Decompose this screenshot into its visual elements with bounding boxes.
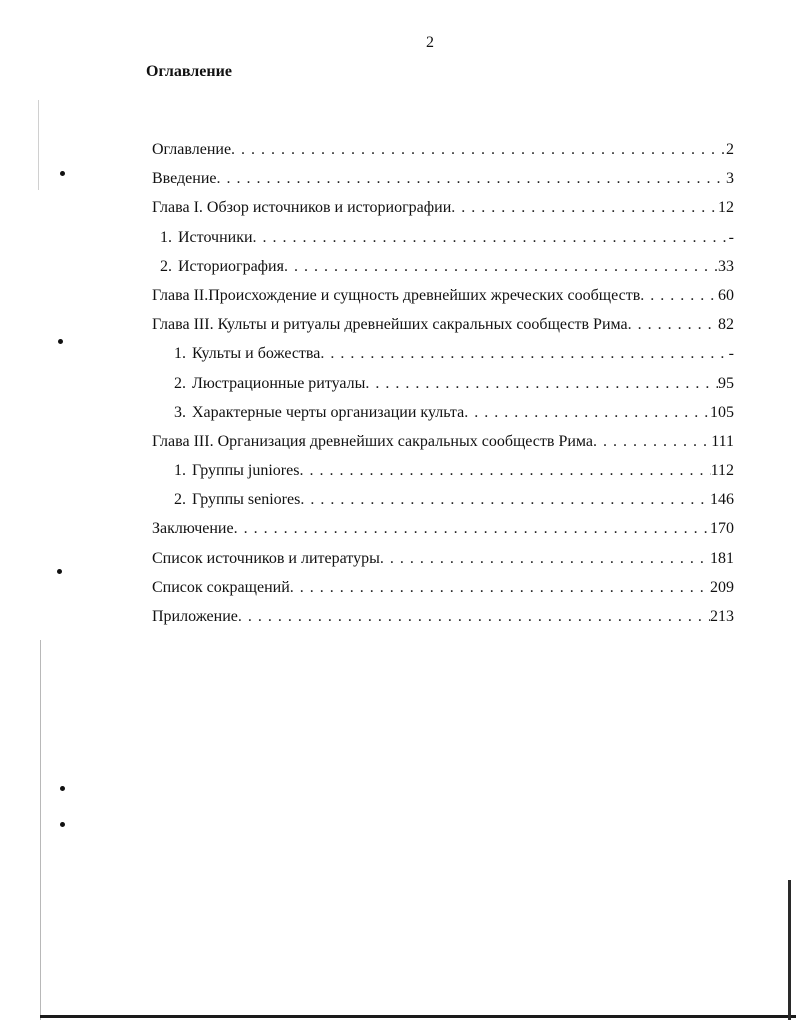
dot-leader (451, 199, 718, 217)
binder-hole-mark (60, 786, 65, 791)
toc-entry-title: Люстрационные ритуалы (192, 374, 366, 392)
toc-entry (146, 287, 734, 316)
toc-entry-page: 3 (726, 170, 734, 188)
toc-entry-title: Глава III. Культы и ритуалы древнейших сакральных сообществ Рима (152, 316, 628, 334)
toc-entry-number: 1. (174, 462, 186, 480)
binder-hole-mark (60, 822, 65, 827)
toc-entry-number: 1. (160, 228, 172, 246)
dot-leader (231, 141, 726, 159)
toc-entry-number: 2. (160, 257, 172, 275)
dot-leader (365, 375, 718, 393)
toc-entry (146, 462, 734, 491)
binder-hole-mark (60, 171, 65, 176)
scan-edge-line (788, 880, 791, 1020)
toc-entry (146, 404, 734, 433)
toc-entry-title: Источники (178, 228, 253, 246)
toc-entry (146, 520, 734, 549)
table-of-contents (146, 141, 734, 637)
toc-entry (146, 345, 734, 374)
toc-entry-page: 170 (710, 520, 734, 538)
toc-entry-title: Глава II.Происхождение и сущность древнейших жреческих сообществ (152, 286, 641, 304)
toc-entry-title: Заключение (152, 520, 234, 538)
scan-edge-line (40, 1015, 796, 1018)
toc-entry-title: Оглавление (152, 141, 232, 158)
toc-entry-title: Историография (178, 257, 284, 275)
toc-entry (146, 550, 734, 579)
toc-entry-page: 213 (710, 608, 734, 625)
toc-entry-title: Группы juniores (192, 462, 300, 480)
page-title: Оглавление (146, 63, 232, 80)
toc-entry-page: 181 (710, 549, 734, 567)
toc-entry-page: 112 (710, 462, 734, 480)
dot-leader (299, 462, 710, 480)
toc-entry (146, 141, 734, 170)
toc-entry-page: 146 (710, 491, 734, 509)
toc-entry-number: 2. (174, 374, 186, 392)
toc-entry-title: Культы и божества (192, 345, 321, 363)
page-number: 2 (426, 34, 434, 51)
dot-leader (290, 579, 710, 597)
toc-entry-page: 12 (718, 199, 734, 217)
toc-entry (146, 579, 734, 608)
toc-entry (146, 433, 734, 462)
toc-entry (146, 608, 734, 637)
toc-entry-title: Группы seniores (192, 491, 301, 509)
dot-leader (238, 608, 710, 626)
dot-leader (234, 520, 710, 538)
dot-leader (300, 491, 710, 509)
dot-leader (380, 550, 710, 568)
dot-leader (253, 229, 729, 247)
toc-entry-page: 82 (718, 316, 734, 334)
toc-entry (146, 375, 734, 404)
scan-edge-line (40, 640, 41, 1020)
dot-leader (640, 287, 718, 305)
toc-entry-page: 95 (718, 374, 734, 392)
toc-entry-number: 3. (174, 403, 186, 421)
toc-entry (146, 316, 734, 345)
toc-entry-number: 1. (174, 345, 186, 363)
toc-entry-page: 209 (710, 578, 734, 596)
toc-entry (146, 491, 734, 520)
toc-entry-title: Список сокращений (152, 578, 290, 596)
toc-entry-page: 33 (718, 257, 734, 275)
dot-leader (464, 404, 710, 422)
toc-entry-title: Список источников и литературы (152, 549, 380, 567)
toc-entry-page: - (728, 228, 734, 246)
toc-entry (146, 199, 734, 228)
toc-entry-page: 111 (711, 432, 734, 450)
toc-entry-page: 60 (718, 286, 734, 304)
toc-entry-number: 2. (174, 491, 186, 509)
dot-leader (217, 170, 727, 188)
toc-entry-page: 2 (726, 141, 734, 158)
toc-entry-page: 105 (710, 403, 734, 421)
toc-entry-title: Приложение (152, 608, 238, 625)
dot-leader (320, 345, 728, 363)
toc-entry (146, 170, 734, 199)
binder-hole-mark (57, 569, 62, 574)
toc-entry-title: Глава III. Организация древнейших сакральных сообществ Рима (152, 432, 594, 450)
toc-entry-title: Глава I. Обзор источников и историографии (152, 199, 452, 217)
dot-leader (284, 258, 718, 276)
toc-entry-page: - (728, 345, 734, 363)
toc-entry-title: Характерные черты организации культа (192, 403, 465, 421)
dot-leader (628, 316, 718, 334)
scan-edge-line (38, 100, 39, 190)
toc-entry-title: Введение (152, 170, 217, 188)
binder-hole-mark (58, 339, 63, 344)
toc-entry (146, 229, 734, 258)
toc-entry (146, 258, 734, 287)
dot-leader (593, 433, 711, 451)
